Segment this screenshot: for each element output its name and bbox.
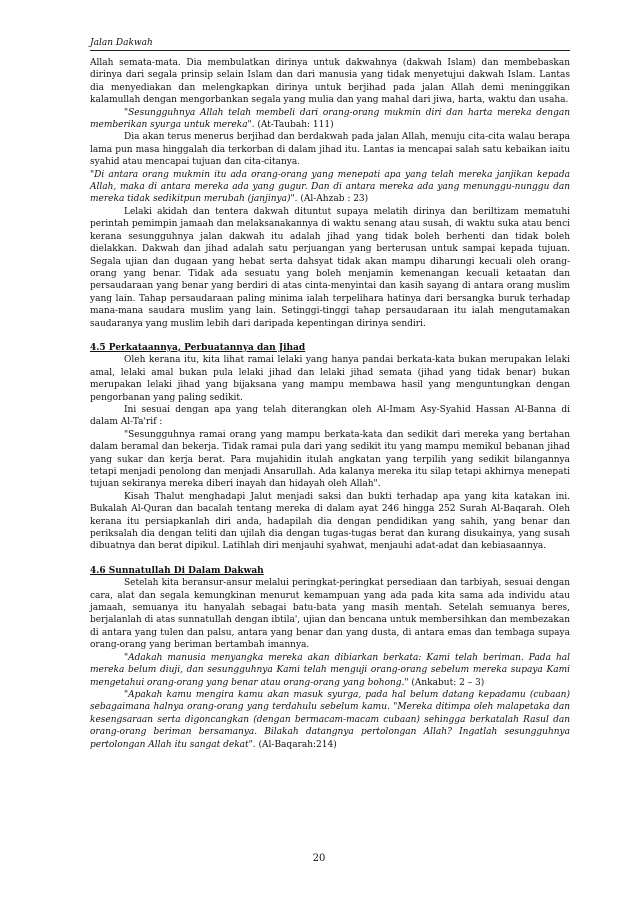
section-heading-4-5: 4.5 Perkataannya, Perbuatannya dan Jihad (90, 342, 306, 353)
quote-text: "Apakah kamu mengira kamu akan masuk syurga, pada hal belum datang kepadamu (cubaan) sebagaimana halnya orang-orang yang terdahulu sebelum kamu. "Mereka ditimpa oleh malapetaka dan kesengsaraan serta digoncangkan (dengan bermacam-macam cubaan) sehingga berkatalah Rasul dan orang-orang beriman bersamanya. Bilakah datangnya pertolongan Allah? Ingatlah sesungguhnya pertolongan Allah itu sangat dekat". (90, 689, 570, 750)
paragraph: Lelaki akidah dan tentera dakwah dituntut supaya melatih dirinya dan beriltizam mematuhi perintah pemimpin jamaah dan melaksanakannya di waktu senang atau susah, di waktu suka atau benci kerana sesungguhnya jalan dakwah itu adalah jihad yang tidak boleh berhenti dan tidak boleh dielakkan. Dakwah dan jihad adalah satu perjuangan yang berterusan untuk sampai kepada tujuan. Segala ujian dan dugaan yang hebat serta dahsyat tidak akan mampu diharungi kecuali oleh orang-orang yang benar. Tidak ada sesuatu yang boleh menjamin kemenangan kecuali ketaatan dan persaudaraan yang benar yang berdiri di atas cinta-menyintai dan kasih sayang di antara orang muslim yang lain. Tahap persaudaraan paling minima ialah terpelihara hatinya dari bersangka buruk terhadap mana-mana saudara muslim yang lain. Setinggi-tinggi tahap persaudaraan itu ialah mengutamakan saudaranya yang muslim lebih dari daripada kepentingan dirinya sendiri. (90, 206, 570, 329)
quote-paragraph (90, 107, 570, 132)
paragraph: Dia akan terus menerus berjihad dan berdakwah pada jalan Allah, menuju cita-cita walau berapa lama pun masa hinggalah dia terkorban di dalam jihad itu. Lantas ia mencapai salah satu kebaikan iaitu syahid atau mencapai tujuan dan cita-citanya. (90, 132, 570, 168)
paragraph: Oleh kerana itu, kita lihat ramai lelaki yang hanya pandai berkata-kata bukan merupakan lelaki amal, lelaki amal bukan pula lelaki jihad dan lelaki jihad semata (jihad yang tidak benar) bukan merupakan lelaki jihad yang bijaksana yang mampu membawa hasil yang menguntungkan dengan pengorbanan yang paling sedikit. (90, 355, 570, 403)
quote-paragraph (90, 169, 570, 206)
quote-reference: (Al-Baqarah:214) (255, 739, 337, 750)
quote-text: "Sesungguhnya Allah telah membeli dari orang-orang mukmin diri dan harta mereka dengan memberikan syurga untuk mereka". (90, 107, 570, 131)
quote-text: "Adakah manusia menyangka mereka akan dibiarkan berkata: Kami telah beriman. Pada hal mereka belum diuji, dan sesungguhnya Kami telah menguji orang-orang sebelum mereka supaya Kami mengetahui orang-orang yang benar atau orang-orang yang bohong." (90, 652, 570, 688)
running-header: Jalan Dakwah (90, 38, 570, 51)
paragraph: Setelah kita beransur-ansur melalui peringkat-peringkat persediaan dan tarbiyah, sesuai dengan cara, alat dan segala kemungkinan menurut kemampuan yang ada pada kita sama ada individu atau jamaah, semuanya itu hanyalah sebagai batu-bata yang masih mentah. Setelah semuanya beres, berjalanlah di atas sunnatullah dengan ibtila', ujian dan bencana untuk membersihkan dan membezakan di antara yang tulen dan palsu, antara yang benar dan yang dusta, di antara emas dan tembaga supaya orang-orang yang beriman bertambah imannya. (90, 578, 570, 651)
paragraph: Kisah Thalut menghadapi Jalut menjadi saksi dan bukti terhadap apa yang kita katakan ini. Bukalah Al-Quran dan bacalah tentang mereka di dalam ayat 246 hingga 252 Surah Al-Baqarah. Oleh kerana itu persiapkanlah diri anda, hadapilah dia dengan pendidikan yang sahih, yang benar dan periksalah dia dengan teliti dan ujilah dia dengan tugas-tugas berat dan kurang disukainya, yang susah dibuatnya dan berat dipikul. Latihlah diri menjauhi syahwat, menjauhi adat-adat dan kebiasaannya. (90, 491, 570, 552)
body-text-section-4-6 (90, 577, 570, 751)
quote-reference: (At-Taubah: 111) (254, 120, 334, 131)
document-page (90, 38, 570, 751)
page-number: 20 (312, 853, 326, 864)
quote-reference: (Ankabut: 2 – 3) (408, 677, 485, 688)
paragraph: Ini sesuai dengan apa yang telah diterangkan oleh Al-Imam Asy-Syahid Hassan Al-Banna di dalam Al-Ta'rif : (90, 404, 570, 428)
quote-paragraph (90, 689, 570, 751)
quote-reference: (Al-Ahzab : 23) (297, 194, 369, 205)
paragraph: Allah semata-mata. Dia membulatkan dirinya untuk dakwahnya (dakwah Islam) dan membebaskan dirinya dari segala prinsip selain Islam dan dari manusia yang tidak menyetujui dakwah Islam. Lantas dia menyediakan dan melengkapkan dirinya untuk berjihad pada jalan Allah demi meninggikan kalamullah dengan mengorbankan segala yang mulia dan yang mahal dari jiwa, harta, waktu dan usaha. (90, 58, 570, 106)
paragraph: "Sesungguhnya ramai orang yang mampu berkata-kata dan sedikit dari mereka yang bertahan dalam beramal dan bekerja. Tidak ramai pula dari yang sedikit itu yang mampu memikul bebanan jihad yang sukar dan kerja berat. Para mujahidin itulah angkatan yang terpilih yang sedikit bilangannya tetapi menjadi penolong dan menjadi Ansarullah. Ada kalanya mereka itu silap tetapi akhirnya menepati tujuan sekiranya mereka diberi inayah dan hidayah oleh Allah". (90, 429, 570, 490)
quote-text: "Di antara orang mukmin itu ada orang-orang yang menepati apa yang telah mereka janjikan kepada Allah, maka di antara mereka ada yang gugur. Dan di antara mereka ada yang menunggu-nunggu dan mereka tidak sedikitpun merubah (janjinya)". (90, 169, 570, 205)
body-text-intro (90, 57, 570, 330)
quote-paragraph (90, 652, 570, 689)
body-text-section-4-5 (90, 354, 570, 553)
section-heading-4-6: 4.6 Sunnatullah Di Dalam Dakwah (90, 565, 264, 576)
